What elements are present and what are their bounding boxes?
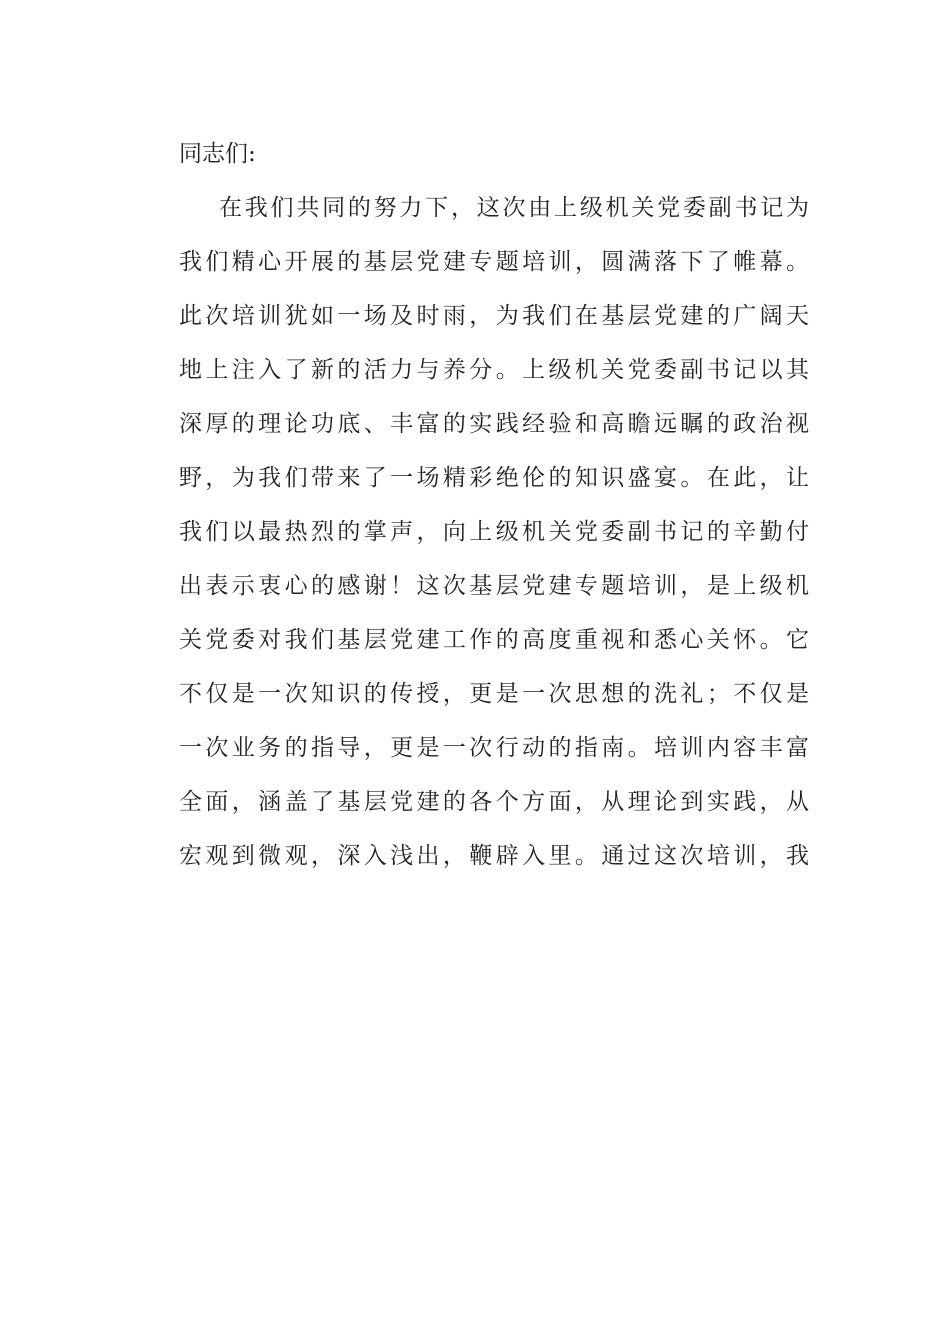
paragraph-line: 我们精心开展的基层党建专题培训，圆满落下了帷幕。 [179, 249, 809, 275]
paragraph-line: 此次培训犹如一场及时雨，为我们在基层党建的广阔天 [179, 303, 809, 329]
paragraph-line: 地上注入了新的活力与养分。上级机关党委副书记以其 [179, 357, 809, 383]
salutation: 同志们: [179, 141, 256, 167]
paragraph-line: 不仅是一次知识的传授，更是一次思想的洗礼；不仅是 [179, 681, 809, 707]
paragraph-line: 我们以最热烈的掌声，向上级机关党委副书记的辛勤付 [179, 519, 809, 545]
paragraph-line: 关党委对我们基层党建工作的高度重视和悉心关怀。它 [179, 627, 809, 653]
paragraph-line: 深厚的理论功底、丰富的实践经验和高瞻远瞩的政治视 [179, 411, 809, 437]
paragraph-line: 出表示衷心的感谢！这次基层党建专题培训，是上级机 [179, 573, 809, 599]
paragraph-line: 在我们共同的努力下，这次由上级机关党委副书记为 [219, 195, 809, 221]
document-body [179, 127, 809, 883]
paragraph-line: 宏观到微观，深入浅出，鞭辟入里。通过这次培训，我 [179, 843, 809, 869]
paragraph-line: 野，为我们带来了一场精彩绝伦的知识盛宴。在此，让 [179, 465, 809, 491]
paragraph-line: 全面，涵盖了基层党建的各个方面，从理论到实践，从 [179, 789, 809, 815]
paragraph-line: 一次业务的指导，更是一次行动的指南。培训内容丰富 [179, 735, 809, 761]
